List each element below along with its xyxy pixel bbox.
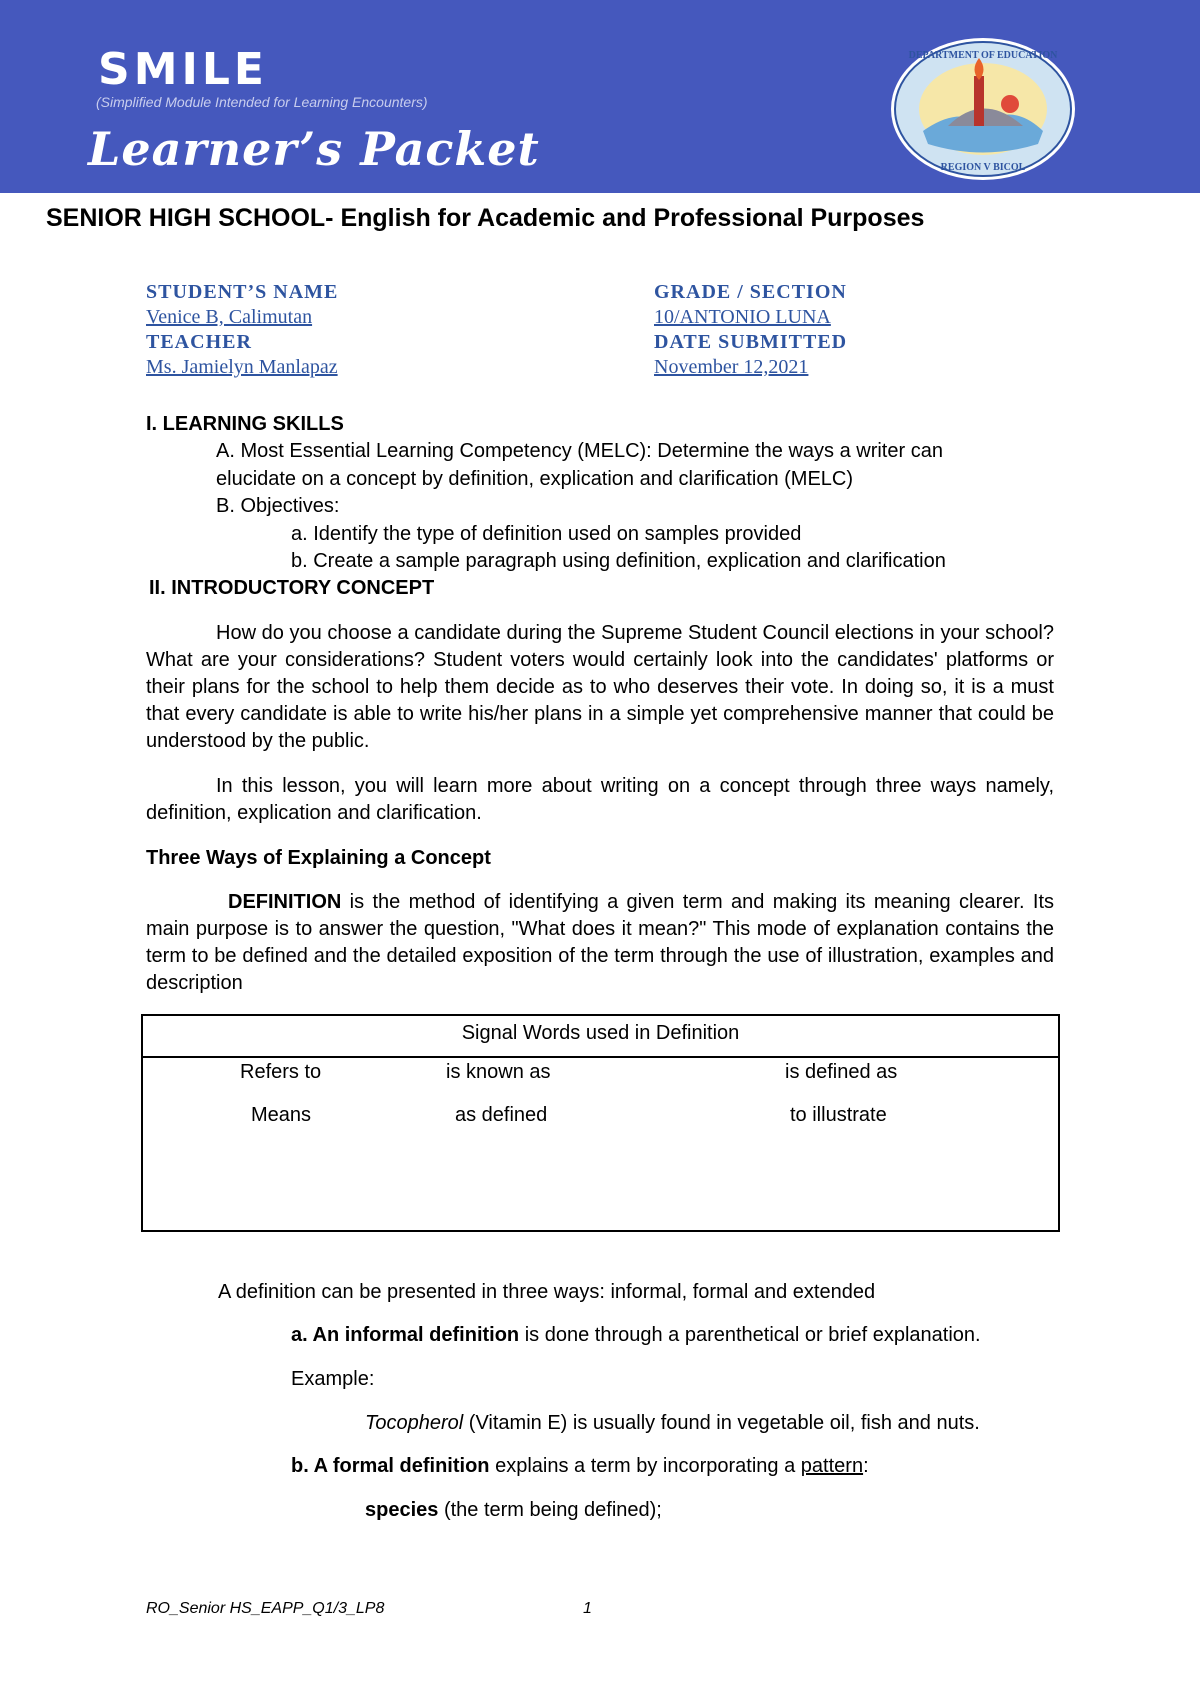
signal-word-cell: Means <box>251 1104 312 1126</box>
page-title: SENIOR HIGH SCHOOL- English for Academic and Professional Purposes <box>46 204 925 232</box>
definition-ways-intro: A definition can be presented in three ways: informal, formal and extended <box>218 1281 876 1303</box>
header-banner <box>0 0 1200 193</box>
signal-word-cell: as defined <box>455 1104 548 1126</box>
example-text: (Vitamin E) is usually found in vegetable oil, fish and nuts. <box>463 1412 980 1434</box>
melc-line-2: elucidate on a concept by definition, explication and clarification (MELC) <box>216 468 854 490</box>
date-submitted-value[interactable]: November 12,2021 <box>654 356 809 378</box>
grade-section-value[interactable]: 10/ANTONIO LUNA <box>654 306 831 328</box>
definition-text: is the method of identifying a given term and making its meaning clearer. Its main purpose is to answer the question, "What does it mean?" This mode of explanation contains the term to be defined and the detailed exposition of the term through the use of illustration, examples and description <box>146 891 1054 994</box>
footer-document-code: RO_Senior HS_EAPP_Q1/3_LP8 <box>146 1600 385 1617</box>
svg-text:DEPARTMENT OF EDUCATION: DEPARTMENT OF EDUCATION <box>908 50 1058 61</box>
informal-definition-term: a. An informal definition <box>291 1324 520 1346</box>
intro-paragraph-1: How do you choose a candidate during the Supreme Student Council elections in your school? What are your considerations? Student voters would certainly look into the candidates' platforms or their plans for the school to help them decide as to who deserves their vote. In doing so, it is a must that every candidate is able to write his/her plans in a simple yet comprehensive manner that could be understood by the public. <box>146 622 1054 752</box>
signal-word-cell: is known as <box>446 1061 551 1083</box>
signal-words-header: Signal Words used in Definition <box>143 1016 1058 1058</box>
definition-paragraph <box>146 889 1054 997</box>
three-ways-heading: Three Ways of Explaining a Concept <box>146 847 491 869</box>
intro-paragraph-2: In this lesson, you will learn more about writing on a concept through three ways namely, definition, explication and clarification. <box>146 775 1054 824</box>
grade-section-label: GRADE / SECTION <box>654 281 847 303</box>
informal-definition-item <box>291 1322 981 1349</box>
objective-b: b. Create a sample paragraph using definition, explication and clarification <box>291 550 946 572</box>
teacher-value[interactable]: Ms. Jamielyn Manlapaz <box>146 356 338 378</box>
deped-seal-icon <box>888 36 1078 182</box>
formal-definition-colon: : <box>863 1455 869 1477</box>
informal-definition-text: is done through a parenthetical or brief explanation. <box>519 1324 981 1346</box>
formal-definition-text: explains a term by incorporating a <box>489 1455 801 1477</box>
formal-definition-item <box>291 1453 869 1480</box>
species-text: (the term being defined); <box>438 1499 662 1521</box>
student-info <box>146 281 338 381</box>
species-item <box>365 1497 662 1524</box>
date-submitted-label: DATE SUBMITTED <box>654 331 848 353</box>
student-name-label: STUDENT’S NAME <box>146 281 339 303</box>
packet-title: Learner’s Packet <box>88 122 540 176</box>
signal-word-cell: to illustrate <box>790 1104 887 1126</box>
learning-skills-heading: I. LEARNING SKILLS <box>146 413 344 435</box>
teacher-label: TEACHER <box>146 331 252 353</box>
example-label: Example: <box>291 1368 375 1390</box>
formal-definition-term: b. A formal definition <box>291 1455 490 1477</box>
example-sentence <box>365 1410 980 1437</box>
introductory-concept-heading: II. INTRODUCTORY CONCEPT <box>149 577 435 599</box>
melc-line-1: A. Most Essential Learning Competency (MELC): Determine the ways a writer can <box>216 440 943 462</box>
brand-logo-text: SMILE <box>98 44 268 95</box>
brand-subtitle: (Simplified Module Intended for Learning Encounters) <box>96 94 428 110</box>
species-term: species <box>365 1499 439 1521</box>
example-term: Tocopherol <box>365 1412 464 1434</box>
objective-a: a. Identify the type of definition used on samples provided <box>291 523 802 545</box>
definition-term: DEFINITION <box>228 891 342 913</box>
section-info <box>654 281 847 381</box>
signal-word-cell: is defined as <box>785 1061 898 1083</box>
svg-text:REGION V BICOL: REGION V BICOL <box>940 162 1026 173</box>
page-number: 1 <box>583 1600 592 1617</box>
objectives-label: B. Objectives: <box>216 495 340 517</box>
signal-word-cell: Refers to <box>240 1061 322 1083</box>
pattern-link: pattern <box>800 1455 864 1477</box>
student-name-value[interactable]: Venice B, Calimutan <box>146 306 313 328</box>
